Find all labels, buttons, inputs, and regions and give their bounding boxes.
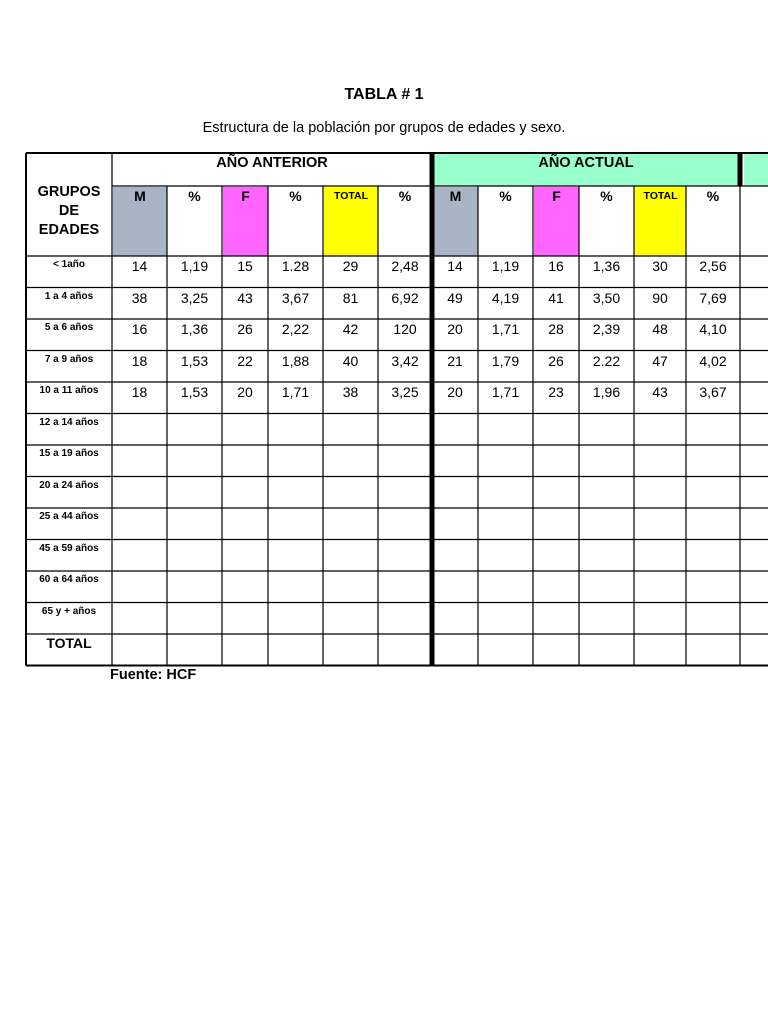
table-cell: 20	[237, 384, 253, 400]
table-cell	[634, 635, 686, 666]
table-cell	[167, 509, 222, 540]
table-cell	[167, 446, 222, 477]
table-cell	[167, 604, 222, 635]
table-cell: 20	[447, 321, 463, 337]
subheader-percent-11: %	[706, 188, 720, 204]
table-cell	[222, 446, 268, 477]
table-cell: 1,79	[491, 352, 520, 369]
table-cell	[478, 635, 533, 666]
table-cell	[686, 541, 740, 572]
table-cell: 4,19	[491, 289, 520, 306]
table-cell	[478, 446, 533, 477]
table-cell: 26	[548, 352, 564, 369]
table-cell: 4,02	[699, 352, 727, 369]
table-cell	[634, 541, 686, 572]
table-cell	[112, 541, 167, 572]
table-cell	[378, 446, 432, 477]
table-cell: 40	[342, 352, 359, 369]
table-cell: 2,48	[391, 258, 419, 274]
table-cell: 1,19	[180, 258, 209, 274]
table-cell: 90	[652, 289, 668, 306]
table-cell	[478, 478, 533, 509]
row-label: 12 a 14 años	[39, 416, 99, 428]
subheader-f-8: F	[534, 187, 579, 256]
subheader-percent-3: %	[289, 188, 302, 204]
table-cell	[268, 478, 323, 509]
table-cell	[432, 509, 478, 540]
row-label: 15 a 19 años	[39, 448, 99, 459]
row-label: 10 a 11 años	[39, 385, 99, 396]
table-cell	[533, 635, 579, 666]
table-cell	[634, 415, 686, 446]
table-cell	[323, 446, 378, 477]
table-cell: 1,53	[180, 352, 209, 369]
table-cell: 26	[237, 321, 253, 337]
table-cell	[378, 541, 432, 572]
group-header-actual: AÑO ACTUAL	[538, 155, 634, 171]
subheader-total-10: TOTAL	[635, 187, 686, 256]
table-cell	[432, 572, 478, 603]
table-cell	[378, 478, 432, 509]
table-cell	[533, 604, 579, 635]
table-cell	[268, 604, 323, 635]
table-cell: 16	[131, 321, 148, 337]
table-cell	[222, 541, 268, 572]
table-cell: 1,71	[281, 384, 310, 400]
row-label: 45 a 59 años	[39, 542, 99, 554]
table-cell	[112, 446, 167, 477]
table-cell: 1,53	[180, 384, 209, 400]
row-label: 7 a 9 años	[44, 353, 94, 365]
table-cell	[112, 509, 167, 540]
table-cell: 2.22	[592, 352, 621, 369]
row-header-line: EDADES	[38, 222, 100, 238]
table-cell	[432, 635, 478, 666]
table-cell: 38	[342, 384, 359, 400]
table-cell	[323, 541, 378, 572]
table-cell	[579, 572, 634, 603]
row-label: 25 a 44 años	[39, 511, 99, 522]
row-label: 20 a 24 años	[39, 479, 99, 491]
table-cell: 20	[447, 384, 463, 400]
table-cell	[432, 604, 478, 635]
table-cell	[268, 572, 323, 603]
table-cell: 120	[393, 321, 417, 337]
table-cell	[686, 509, 740, 540]
row-header-line: DE	[58, 203, 80, 219]
table-cell	[686, 635, 740, 666]
table-cell: 1,71	[491, 384, 520, 400]
row-label: 65 y + años	[41, 605, 97, 617]
table-cell	[579, 541, 634, 572]
table-cell: 21	[447, 352, 463, 369]
row-header-grupos	[26, 183, 112, 245]
table-cell	[323, 635, 378, 666]
table-cell: 2,22	[281, 321, 310, 337]
table-cell	[167, 541, 222, 572]
table-cell: 28	[548, 321, 564, 337]
table-cell	[579, 446, 634, 477]
table-cell: 4,10	[699, 321, 727, 337]
table-cell	[478, 541, 533, 572]
table-cell: 3,67	[281, 289, 310, 306]
table-cell: 81	[342, 289, 359, 306]
table-cell: 16	[548, 258, 564, 274]
table-cell: 3,25	[391, 384, 419, 400]
table-cell	[634, 509, 686, 540]
subheader-percent-9: %	[600, 188, 613, 204]
table-cell	[432, 478, 478, 509]
table-cell	[686, 604, 740, 635]
subheader-m-6: M	[433, 187, 478, 256]
table-cell	[579, 635, 634, 666]
row-header-line: GRUPOS	[37, 184, 101, 200]
table-cell	[533, 446, 579, 477]
subheader-f-2: F	[223, 187, 268, 256]
table-cell: 3,25	[180, 289, 209, 306]
table-cell: 23	[548, 384, 564, 400]
table-cell: 2,56	[699, 258, 727, 274]
table-cell: 18	[131, 384, 148, 400]
table-cell: 48	[652, 321, 668, 337]
table-cell	[432, 446, 478, 477]
table-cell: 30	[652, 258, 668, 274]
actual-year-band-extension	[744, 154, 768, 186]
table-cell: 43	[652, 384, 668, 400]
table-cell	[222, 478, 268, 509]
table-cell: 38	[131, 289, 148, 306]
table-cell: 1,71	[491, 321, 520, 337]
table-cell	[268, 415, 323, 446]
table-cell	[112, 415, 167, 446]
table-cell: 49	[447, 289, 463, 306]
table-cell	[533, 415, 579, 446]
table-cell	[478, 572, 533, 603]
table-cell: 1,96	[592, 384, 621, 400]
table-cell	[686, 415, 740, 446]
table-cell	[686, 478, 740, 509]
table-cell	[378, 604, 432, 635]
table-cell: 2,39	[592, 321, 621, 337]
table-cell: 3,50	[592, 289, 621, 306]
table-cell	[268, 541, 323, 572]
table-cell	[222, 572, 268, 603]
table-cell: 14	[447, 258, 463, 274]
subheader-total-4: TOTAL	[324, 187, 378, 256]
table-cell	[222, 415, 268, 446]
row-label: TOTAL	[46, 635, 92, 651]
table-cell	[112, 572, 167, 603]
table-cell	[686, 572, 740, 603]
table-cell	[112, 604, 167, 635]
table-cell	[323, 604, 378, 635]
table-cell	[323, 415, 378, 446]
row-label: 5 a 6 años	[44, 322, 94, 333]
table-cell: 29	[342, 258, 359, 274]
table-cell	[478, 509, 533, 540]
table-cell	[579, 478, 634, 509]
table-cell: 47	[652, 352, 668, 369]
table-cell	[222, 635, 268, 666]
table-cell: 1,36	[180, 321, 209, 337]
table-cell: 14	[131, 258, 148, 274]
table-cell	[634, 604, 686, 635]
table-cell	[268, 509, 323, 540]
table-cell	[686, 446, 740, 477]
table-cell	[432, 415, 478, 446]
table-cell	[167, 572, 222, 603]
table-cell	[268, 446, 323, 477]
table-cell: 18	[131, 352, 148, 369]
subheader-percent-1: %	[188, 188, 201, 204]
table-cell	[222, 509, 268, 540]
table-cell: 1,19	[491, 258, 520, 274]
table-cell	[268, 635, 323, 666]
table-cell	[634, 446, 686, 477]
row-label: < 1año	[53, 259, 85, 270]
page-subtitle: Estructura de la población por grupos de edades y sexo.	[202, 120, 566, 136]
row-label: 60 a 64 años	[39, 574, 99, 585]
table-cell: 42	[342, 321, 359, 337]
page-title: TABLA # 1	[344, 86, 424, 103]
table-cell	[634, 572, 686, 603]
group-header-anterior: AÑO ANTERIOR	[216, 155, 328, 171]
table-cell: 1,36	[592, 258, 621, 274]
table-cell: 22	[237, 352, 253, 369]
table-cell	[533, 478, 579, 509]
table-cell	[323, 478, 378, 509]
subheader-percent-5: %	[398, 188, 412, 204]
table-cell: 1.28	[281, 258, 310, 274]
table-cell	[112, 478, 167, 509]
table-cell	[222, 604, 268, 635]
table-cell	[323, 509, 378, 540]
table-cell: 7,69	[699, 289, 727, 306]
table-cell	[323, 572, 378, 603]
table-cell	[533, 509, 579, 540]
table-cell	[478, 604, 533, 635]
source-note: Fuente: HCF	[110, 667, 197, 683]
table-cell	[579, 509, 634, 540]
table-cell	[378, 415, 432, 446]
row-label: 1 a 4 años	[44, 290, 94, 302]
table-cell	[167, 415, 222, 446]
table-cell	[533, 541, 579, 572]
table-cell: 6,92	[391, 289, 419, 306]
subheader-percent-7: %	[499, 188, 512, 204]
table-cell	[167, 478, 222, 509]
table-cell: 15	[237, 258, 253, 274]
table-cell: 41	[548, 289, 564, 306]
table-cell	[432, 541, 478, 572]
table-cell	[579, 415, 634, 446]
table-cell	[378, 509, 432, 540]
table-cell	[167, 635, 222, 666]
table-cell: 1,88	[281, 352, 310, 369]
table-cell	[579, 604, 634, 635]
subheader-m-0: M	[113, 187, 167, 256]
table-cell	[533, 572, 579, 603]
table-cell	[478, 415, 533, 446]
table-cell: 43	[237, 289, 253, 306]
table-cell: 3,67	[699, 384, 727, 400]
table-cell: 3,42	[391, 352, 419, 369]
table-cell	[378, 635, 432, 666]
table-cell	[112, 635, 167, 666]
table-cell	[378, 572, 432, 603]
table-cell	[634, 478, 686, 509]
